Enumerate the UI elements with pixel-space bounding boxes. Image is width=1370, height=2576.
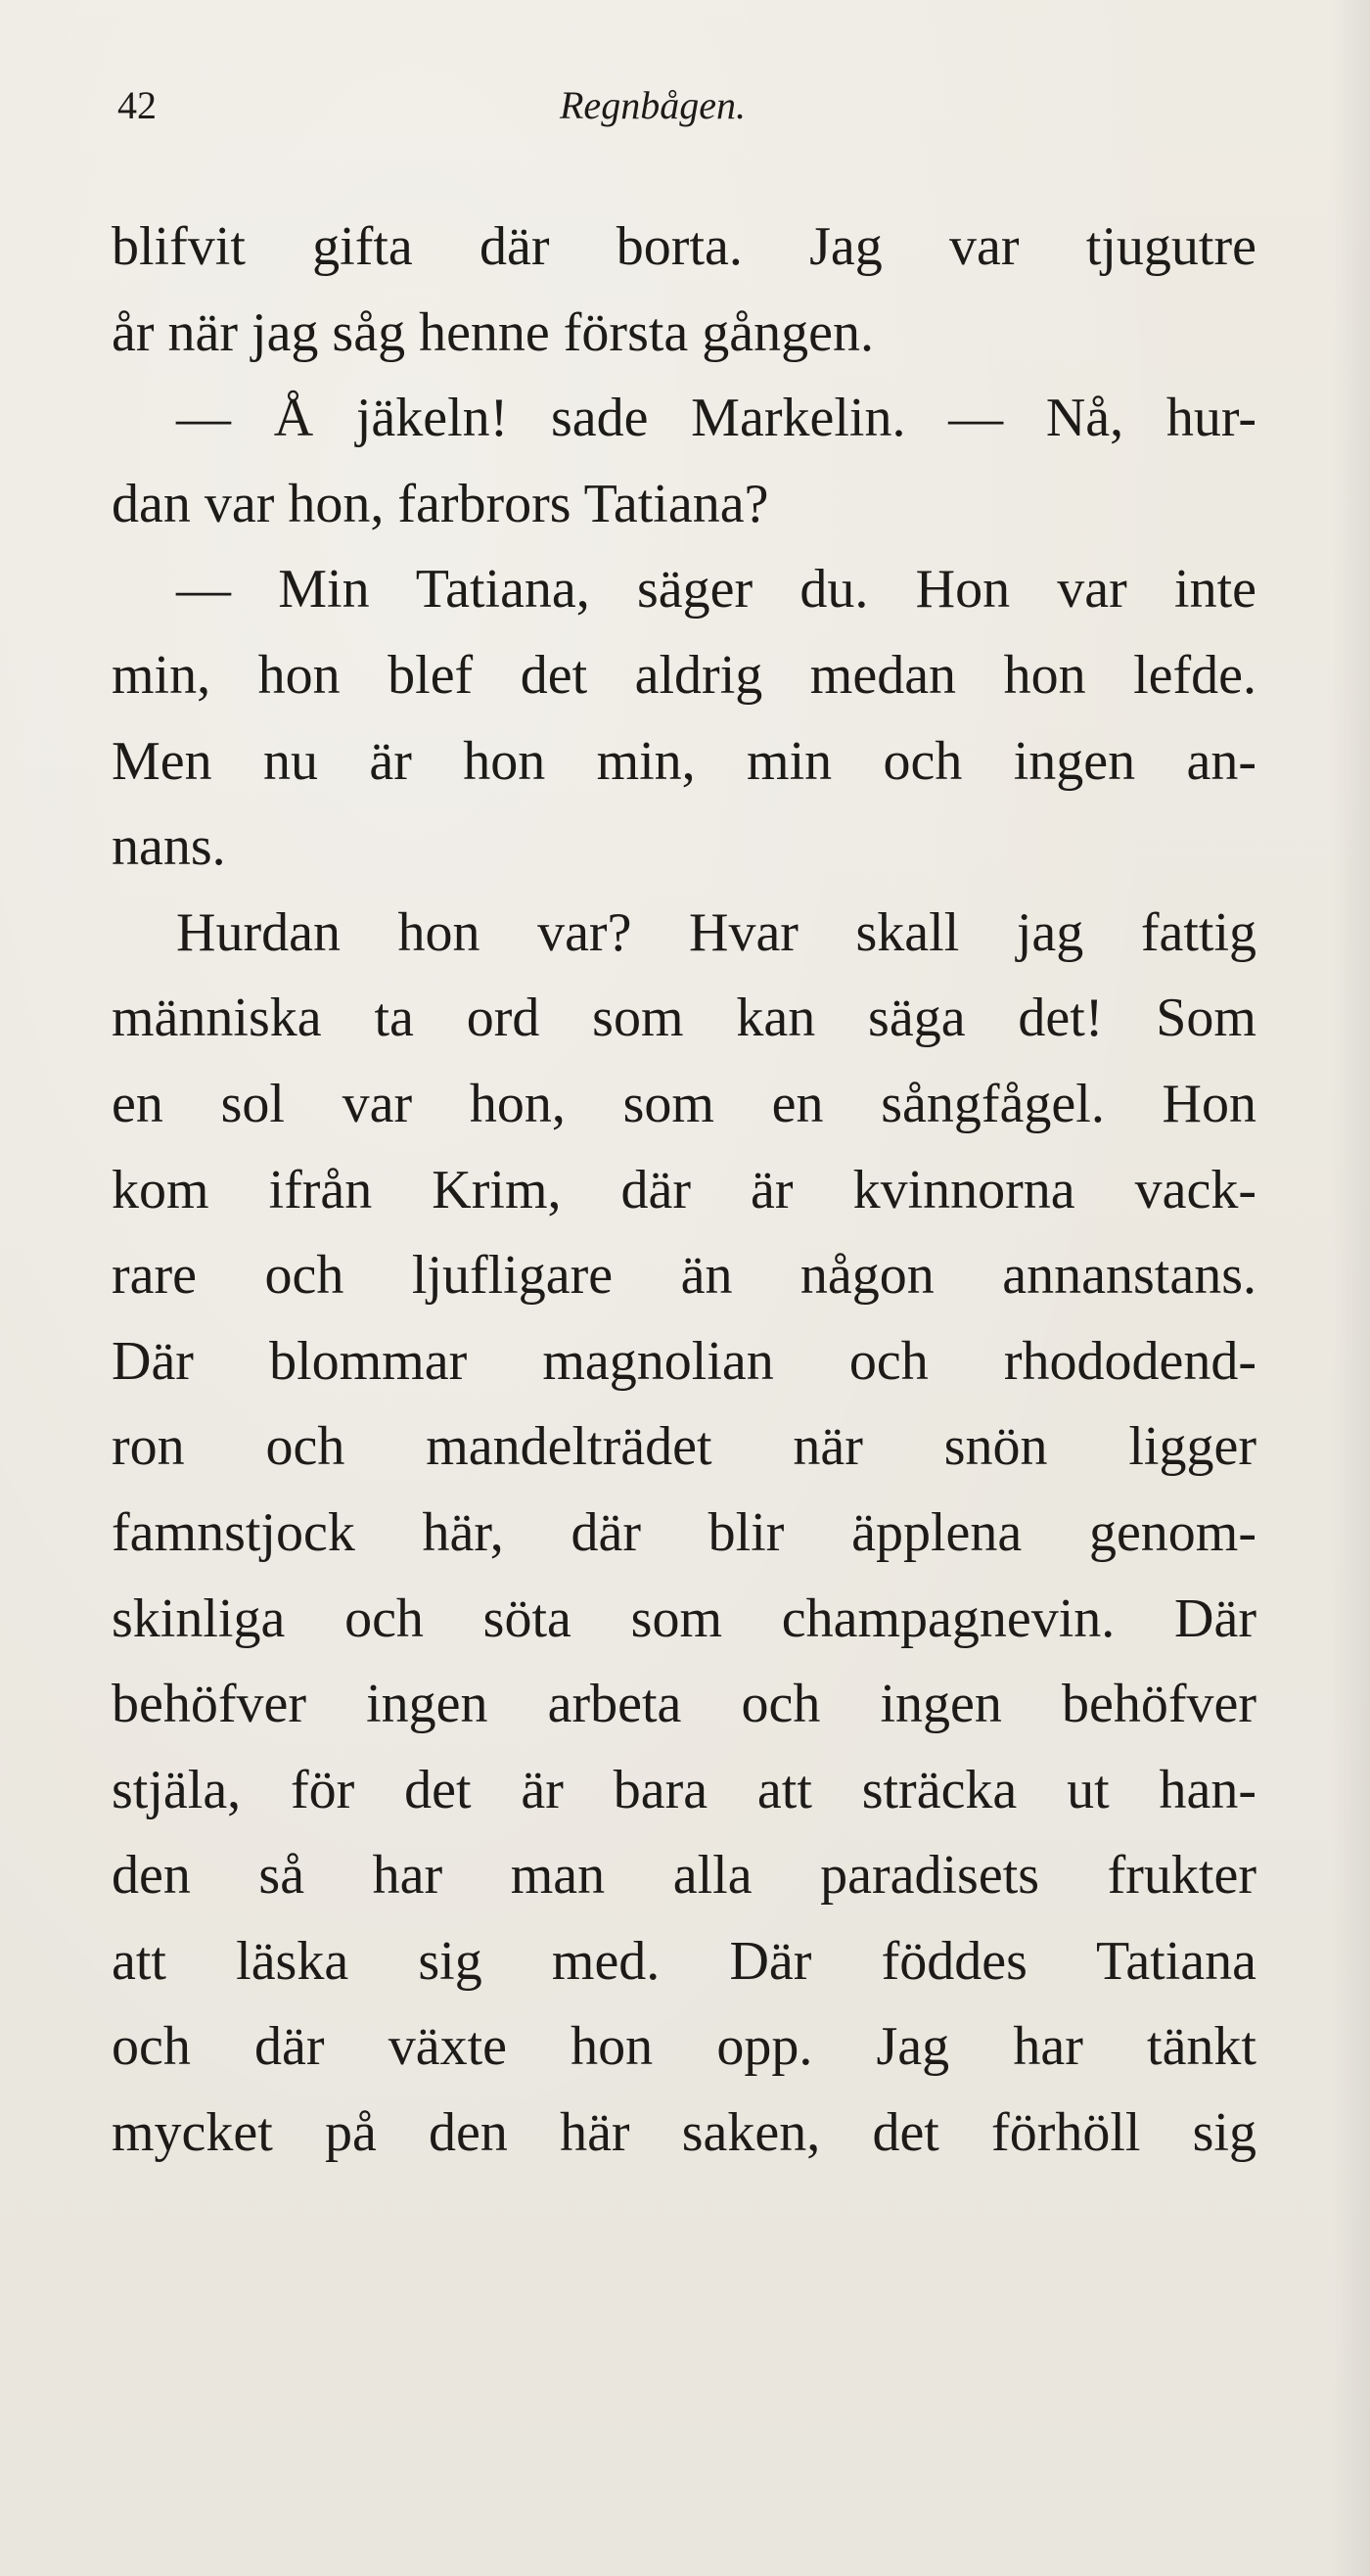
text-line: — Min Tatiana, säger du. Hon var inte [176,559,1256,621]
text-line: dan var hon, farbrors Tatiana? [112,473,769,534]
text-line: nans. [112,816,226,878]
page-number: 42 [117,83,157,127]
text-line: människa ta ord som kan säga det! Som [112,988,1256,1049]
text-line: — Å jäkeln! sade Markelin. — Nå, hur- [176,388,1256,449]
body-text [112,205,1256,2177]
text-line: den så har man alla paradisets frukter [112,1845,1256,1907]
text-line: kom ifrån Krim, där är kvinnorna vack- [112,1159,1256,1220]
text-line: blifvit gifta där borta. Jag var tjugutre [112,216,1256,277]
text-line: ron och mandelträdet när snön ligger [112,1416,1256,1478]
text-line: Där blommar magnolian och rhododend- [112,1330,1256,1392]
text-line: Men nu är hon min, min och ingen an- [112,730,1256,792]
running-title: Regnbågen. [560,83,746,127]
text-line: år när jag såg henne första gången. [112,301,874,363]
text-line: rare och ljufligare än någon annanstans. [112,1245,1256,1307]
running-head [117,76,1253,135]
text-line: mycket på den här saken, det förhöll sig [112,2102,1256,2164]
text-line: skinliga och söta som champagnevin. Där [112,1587,1256,1649]
text-line: en sol var hon, som en sångfågel. Hon [112,1073,1256,1134]
text-line: att läska sig med. Där föddes Tatiana [112,1930,1256,1992]
text-line: Hurdan hon var? Hvar skall jag fattig [176,901,1256,963]
page-edge-shadow [1331,0,1370,2576]
text-line: famnstjock här, där blir äpplena genom- [112,1501,1256,1563]
text-line: min, hon blef det aldrig medan hon lefde. [112,644,1256,706]
text-line: behöfver ingen arbeta och ingen behöfver [112,1674,1256,1735]
text-line: stjäla, för det är bara att sträcka ut han- [112,1759,1256,1820]
text-line: och där växte hon opp. Jag har tänkt [112,2016,1256,2078]
